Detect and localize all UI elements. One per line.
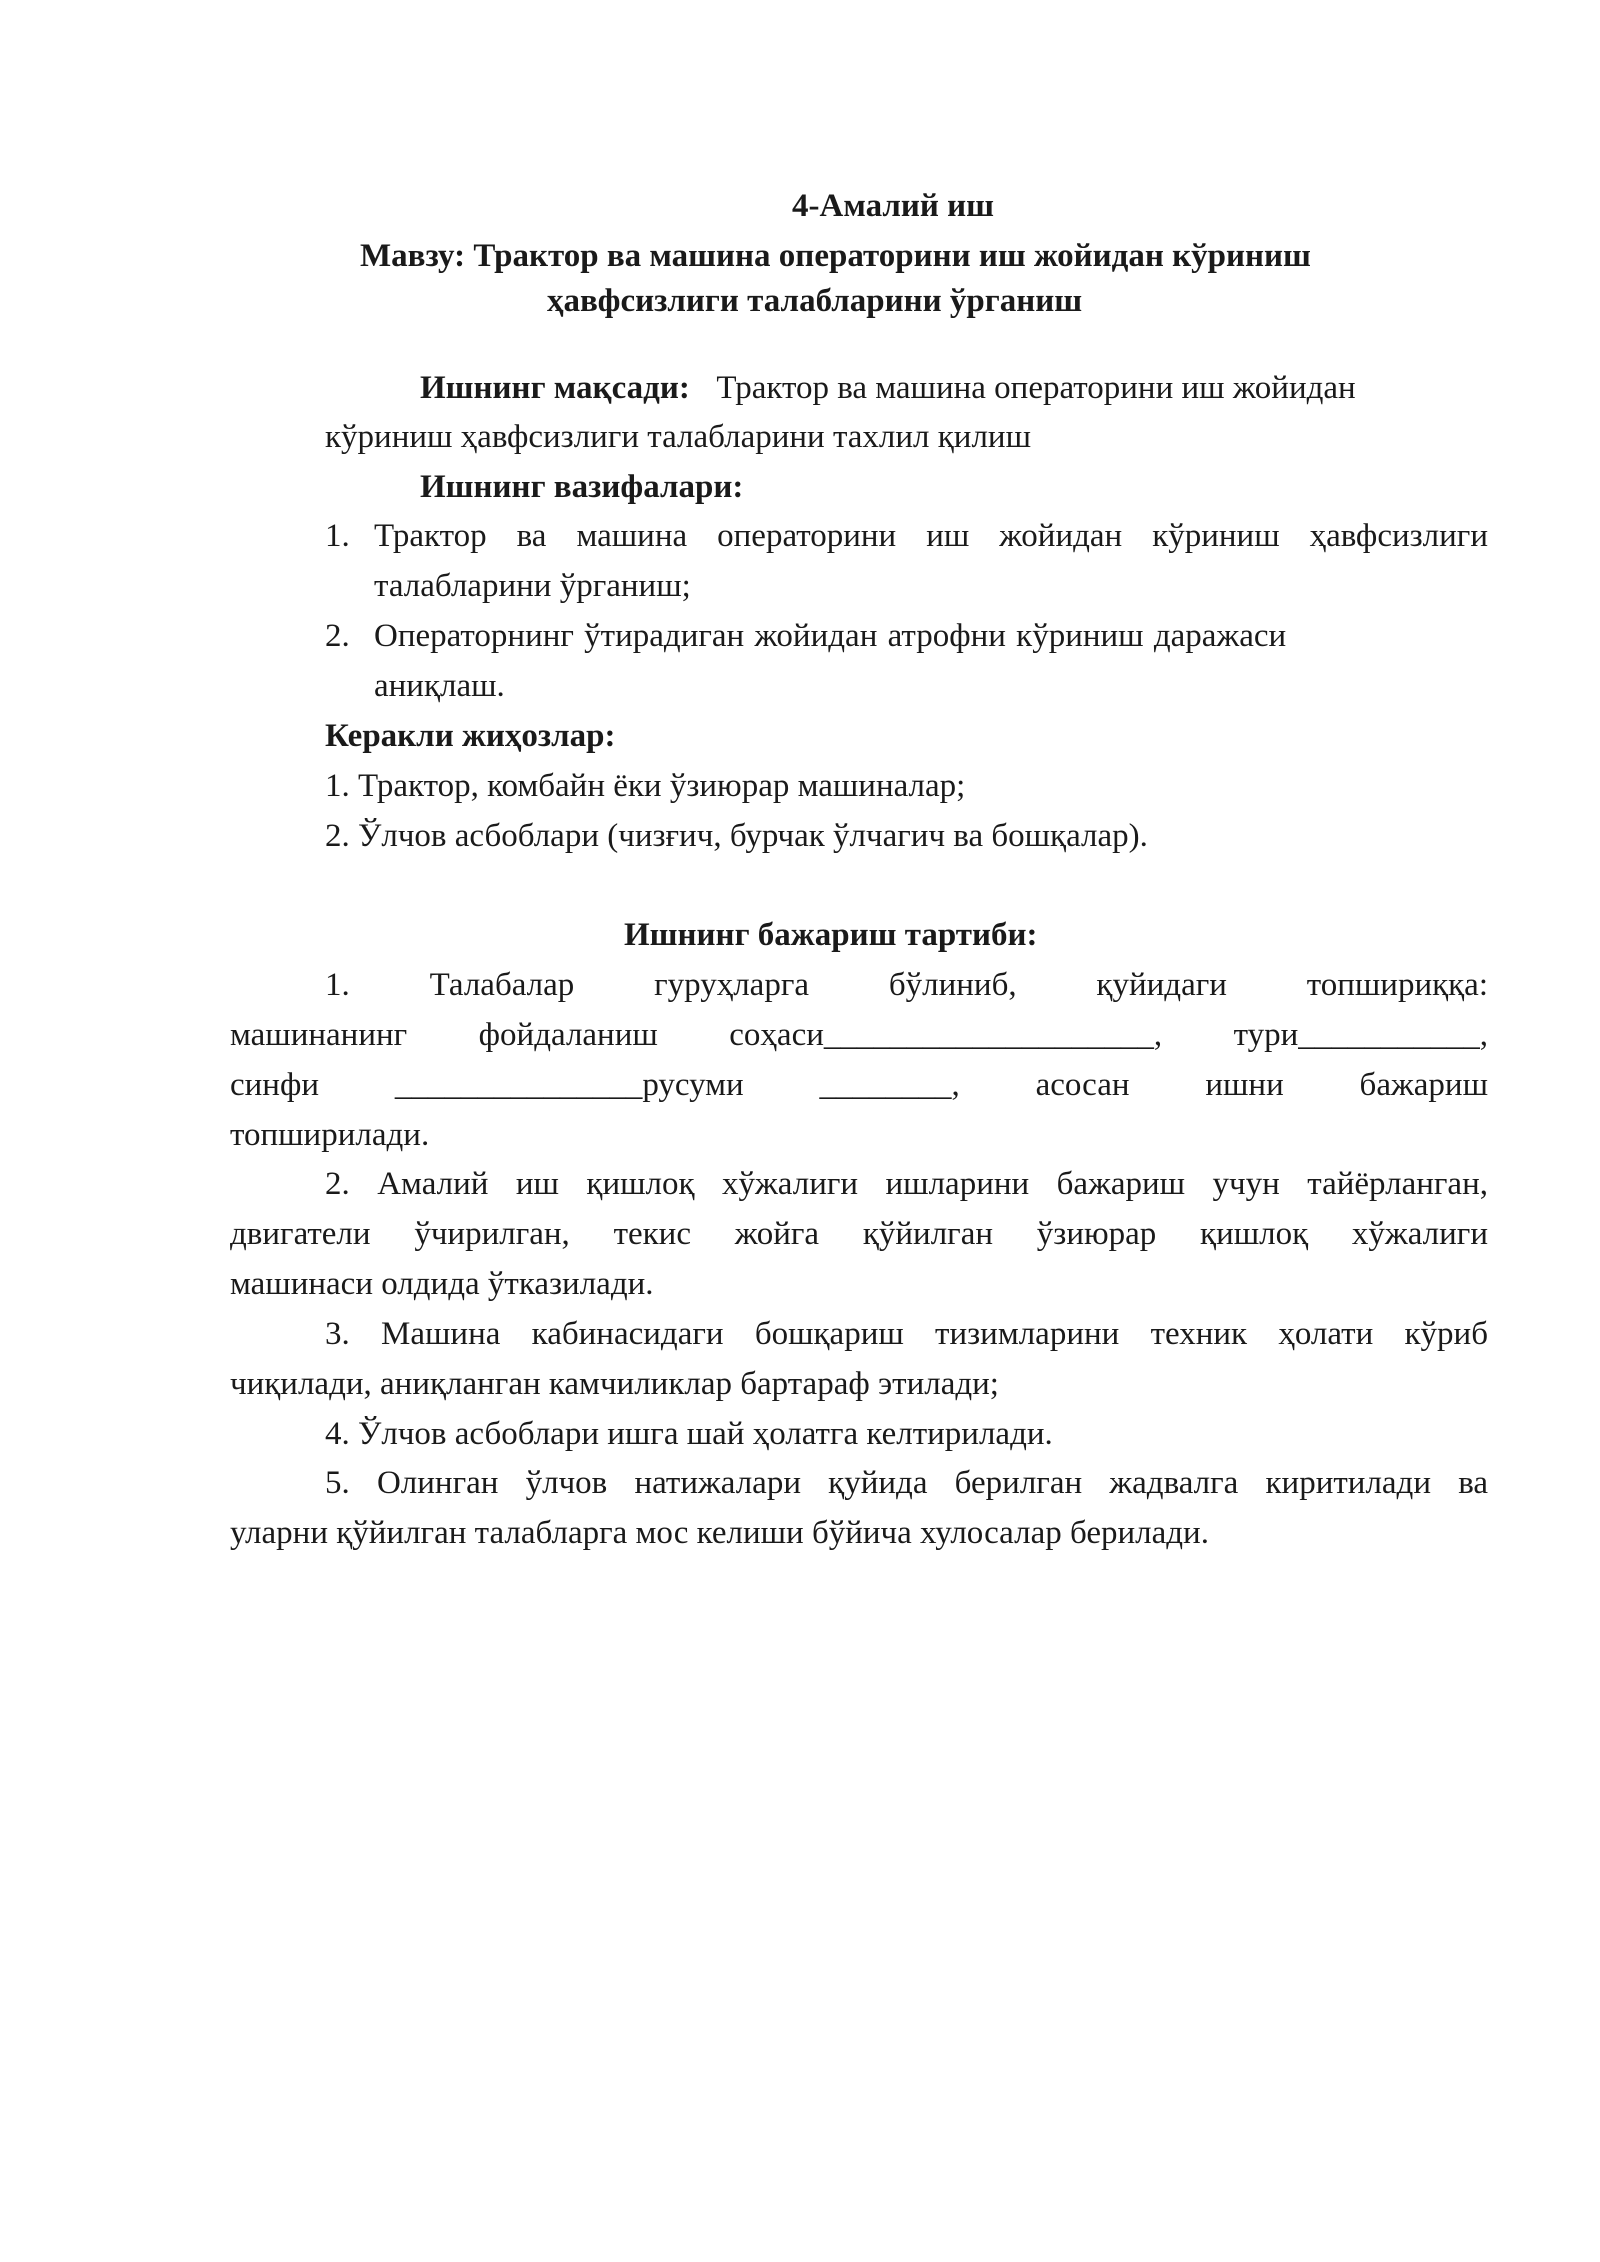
procedure-p2-line-2: двигатели ўчирилган, текис жойга қўйилган ўзиюрар қишлоқ хўжалиги <box>230 1216 1488 1252</box>
procedure-p3-line-1: 3. Машина кабинасидаги бошқариш тизимларини техник ҳолати кўриб <box>325 1316 1488 1352</box>
procedure-p1-line-2: машинанинг фойдаланиш соҳаси____________________, тури___________, <box>230 1017 1488 1053</box>
procedure-p4-line-1: 4. Ўлчов асбоблари ишга шай ҳолатга келтирилади. <box>325 1416 1053 1452</box>
subject-line-2: ҳавфсизлиги талабларини ўрганиш <box>547 283 1083 319</box>
goal-text: Трактор ва машина операторини иш жойидан <box>716 370 1356 406</box>
task-1-number: 1. <box>325 518 350 554</box>
task-2-number: 2. <box>325 618 350 654</box>
goal-label: Ишнинг мақсади: <box>420 370 690 406</box>
task-1-line-2: талабларини ўрганиш; <box>374 568 691 604</box>
procedure-p2-line-1: 2. Амалий иш қишлоқ хўжалиги ишларини бажариш учун тайёрланган, <box>325 1166 1488 1202</box>
procedure-p5-line-1: 5. Олинган ўлчов натижалари қуйида берилган жадвалга киритилади ва <box>325 1465 1488 1501</box>
procedure-p1-line-3: синфи _______________русуми ________, асосан ишни бажариш <box>230 1067 1488 1103</box>
procedure-p2-line-3: машинаси олдида ўтказилади. <box>230 1266 654 1302</box>
procedure-heading: Ишнинг бажариш тартиби: <box>624 917 1038 953</box>
procedure-p1-line-1: 1. Талабалар гуруҳларга бўлиниб, қуйидаги топшириққа: <box>325 967 1488 1003</box>
tasks-label: Ишнинг вазифалари: <box>420 469 744 505</box>
equipment-item-1: 1. Трактор, комбайн ёки ўзиюрар машиналар; <box>325 768 966 804</box>
procedure-p5-line-2: уларни қўйилган талабларга мос келиши бўйича хулосалар берилади. <box>230 1515 1209 1551</box>
task-2-line-1: Операторнинг ўтирадиган жойидан атрофни кўриниш даражаси <box>374 618 1287 654</box>
task-1-line-1: Трактор ва машина операторини иш жойидан кўриниш ҳавфсизлиги <box>374 518 1488 554</box>
goal-line-2: кўриниш ҳавфсизлиги талабларини тахлил қилиш <box>325 419 1032 455</box>
procedure-p1-line-4: топширилади. <box>230 1117 430 1153</box>
document-title: 4-Амалий иш <box>792 188 995 224</box>
procedure-p3-line-2: чиқилади, аниқланган камчиликлар бартараф этилади; <box>230 1366 999 1402</box>
task-2-line-2: аниқлаш. <box>374 668 505 704</box>
subject-line-1: Мавзу: Трактор ва машина операторини иш жойидан кўриниш <box>360 238 1311 274</box>
goal-line-1 <box>420 372 1356 405</box>
equipment-label: Керакли жиҳозлар: <box>325 718 616 754</box>
equipment-item-2: 2. Ўлчов асбоблари (чизғич, бурчак ўлчагич ва бошқалар). <box>325 818 1148 854</box>
